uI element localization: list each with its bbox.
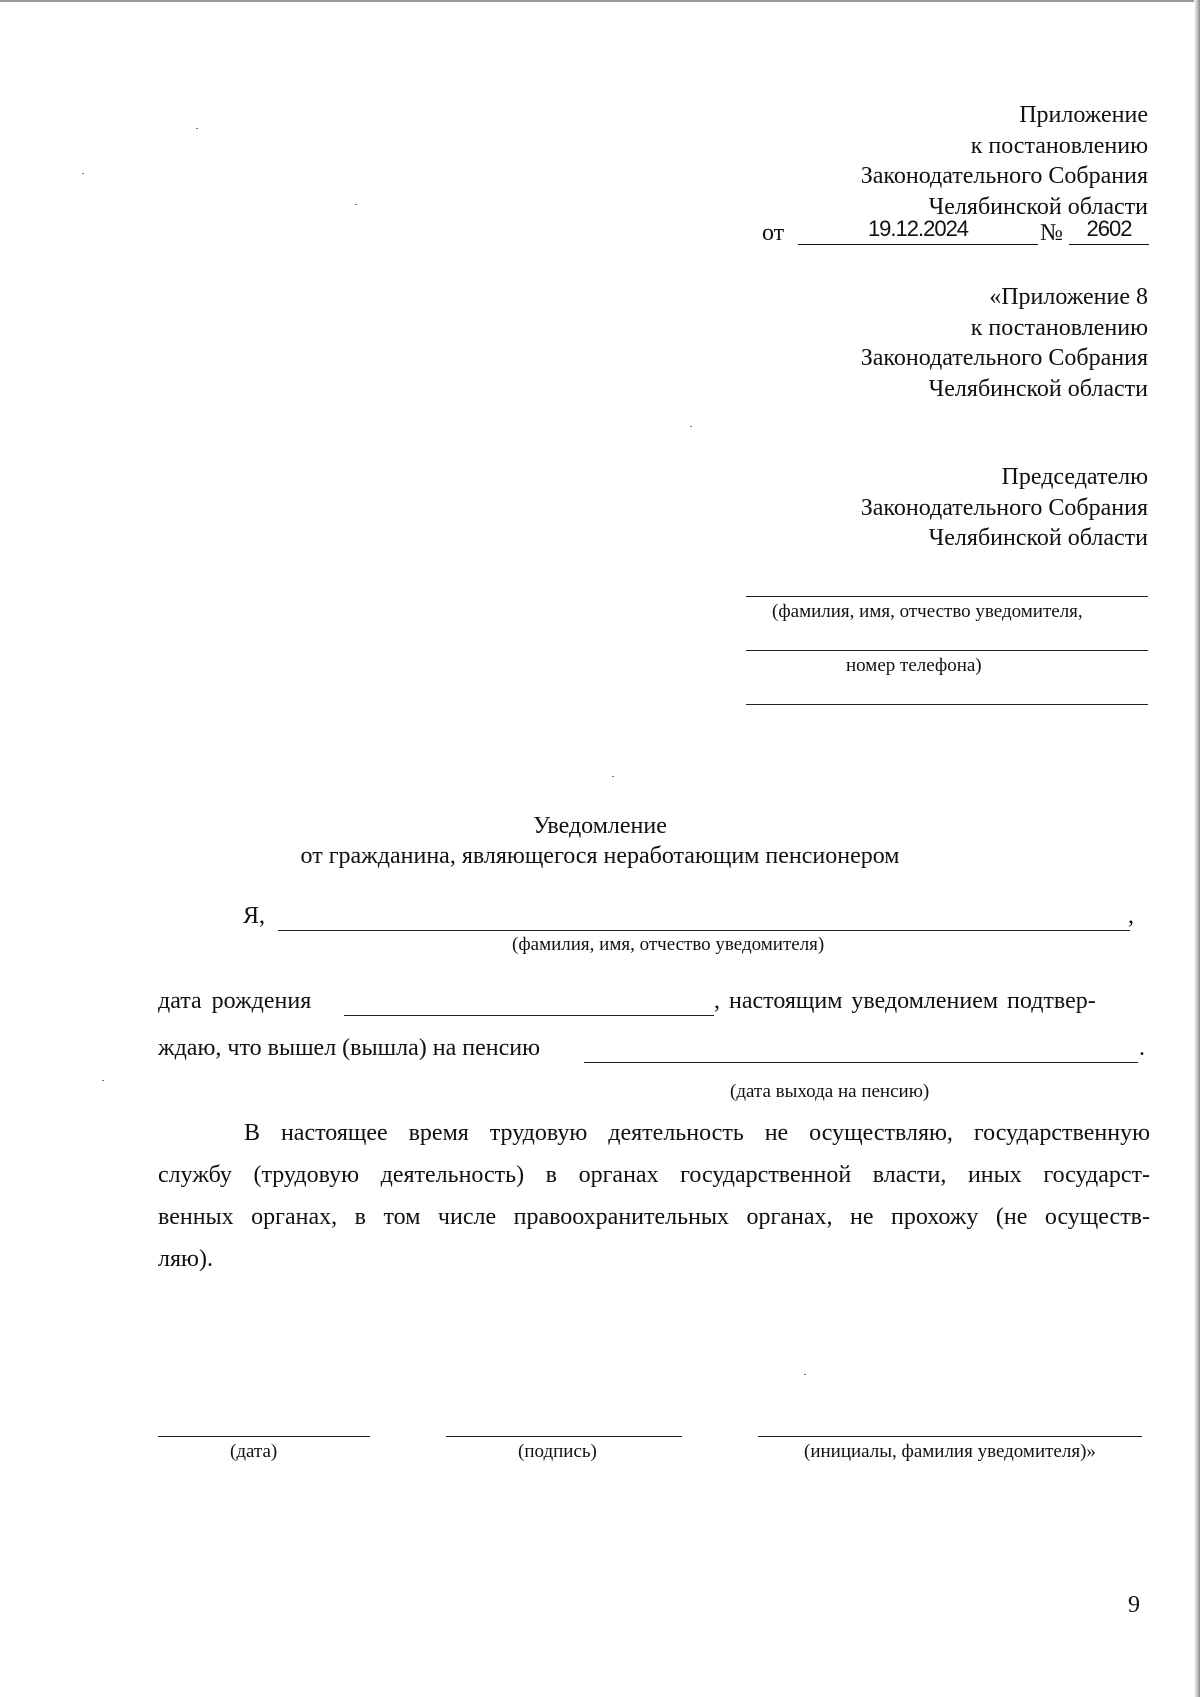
header-appendix-line1: Приложение bbox=[1019, 102, 1148, 128]
sender-line-2 bbox=[746, 650, 1148, 651]
resolution-number: 2602 bbox=[1069, 216, 1149, 245]
signature-date-caption: (дата) bbox=[230, 1441, 278, 1462]
statement-paragraph bbox=[158, 1112, 1150, 1280]
title-line2: от гражданина, являющегося неработающим пенсионером bbox=[300, 843, 900, 869]
addressee-line1: Председателю bbox=[1001, 464, 1148, 490]
pension-date-line bbox=[584, 1062, 1138, 1063]
sender-phone-line bbox=[746, 704, 1148, 705]
full-name-line bbox=[278, 930, 1130, 931]
signature-date-line bbox=[158, 1436, 370, 1437]
date-prefix: от bbox=[762, 220, 785, 246]
addressee-block bbox=[861, 462, 1148, 554]
pension-caption: (дата выхода на пенсию) bbox=[730, 1081, 930, 1102]
signature-sign-caption: (подпись) bbox=[518, 1441, 597, 1462]
title-line1: Уведомление bbox=[533, 813, 667, 839]
sender-caption-1: (фамилия, имя, отчество уведомителя, bbox=[772, 601, 1083, 622]
quoted-appendix-line2: к постановлению bbox=[970, 314, 1148, 341]
document-title bbox=[0, 811, 1200, 871]
pension-suffix: . bbox=[1139, 1035, 1145, 1061]
resolution-date-line bbox=[762, 216, 1150, 248]
sender-caption-2: номер телефона) bbox=[846, 655, 982, 676]
scan-edge-top bbox=[0, 0, 1200, 2]
paragraph-line4: ляю). bbox=[158, 1246, 213, 1272]
full-name-caption: (фамилия, имя, отчество уведомителя) bbox=[512, 934, 825, 955]
quoted-appendix-line4: Челябинской области bbox=[928, 375, 1148, 402]
header-appendix-line4: Челябинской области bbox=[928, 193, 1148, 220]
scan-speck bbox=[102, 1080, 104, 1081]
scan-speck bbox=[196, 128, 198, 129]
signature-name-caption: (инициалы, фамилия уведомителя)» bbox=[804, 1441, 1096, 1462]
scan-speck bbox=[82, 173, 84, 174]
i-suffix: , bbox=[1128, 903, 1134, 929]
header-appendix-line3: Законодательного Собрания bbox=[860, 163, 1148, 189]
birth-label: дата рождения bbox=[158, 988, 312, 1014]
scan-speck bbox=[612, 776, 614, 777]
paragraph-line1: В настоящее время трудовую деятельность не осуществляю, государственную bbox=[244, 1120, 1150, 1146]
addressee-line3: Челябинской области bbox=[928, 525, 1148, 551]
scan-speck bbox=[355, 204, 357, 205]
addressee-line2: Законодательного Собрания bbox=[860, 494, 1148, 521]
header-appendix bbox=[861, 100, 1148, 222]
page-number: 9 bbox=[1128, 1592, 1140, 1618]
quoted-appendix bbox=[861, 282, 1148, 404]
scan-speck bbox=[804, 1374, 806, 1375]
number-sign: № bbox=[1040, 220, 1063, 246]
signature-name-line bbox=[758, 1436, 1142, 1437]
resolution-date: 19.12.2024 bbox=[798, 216, 1038, 245]
sender-name-line bbox=[746, 596, 1148, 597]
birth-date-line bbox=[344, 1015, 714, 1016]
paragraph-line2: службу (трудовую деятельность) в органах государственной власти, иных государст- bbox=[158, 1162, 1150, 1188]
birth-suffix: , настоящим уведомлением подтвер- bbox=[714, 988, 1096, 1014]
i-prefix: Я, bbox=[243, 903, 266, 929]
quoted-appendix-line3: Законодательного Собрания bbox=[860, 345, 1148, 371]
signature-sign-line bbox=[446, 1436, 682, 1437]
quoted-appendix-line1: «Приложение 8 bbox=[989, 284, 1148, 310]
header-appendix-line2: к постановлению bbox=[970, 132, 1148, 159]
pension-prefix: ждаю, что вышел (вышла) на пенсию bbox=[158, 1035, 540, 1061]
paragraph-line3: венных органах, в том числе правоохранительных органах, не прохожу (не осуществ- bbox=[158, 1204, 1150, 1230]
scan-speck bbox=[690, 426, 692, 427]
